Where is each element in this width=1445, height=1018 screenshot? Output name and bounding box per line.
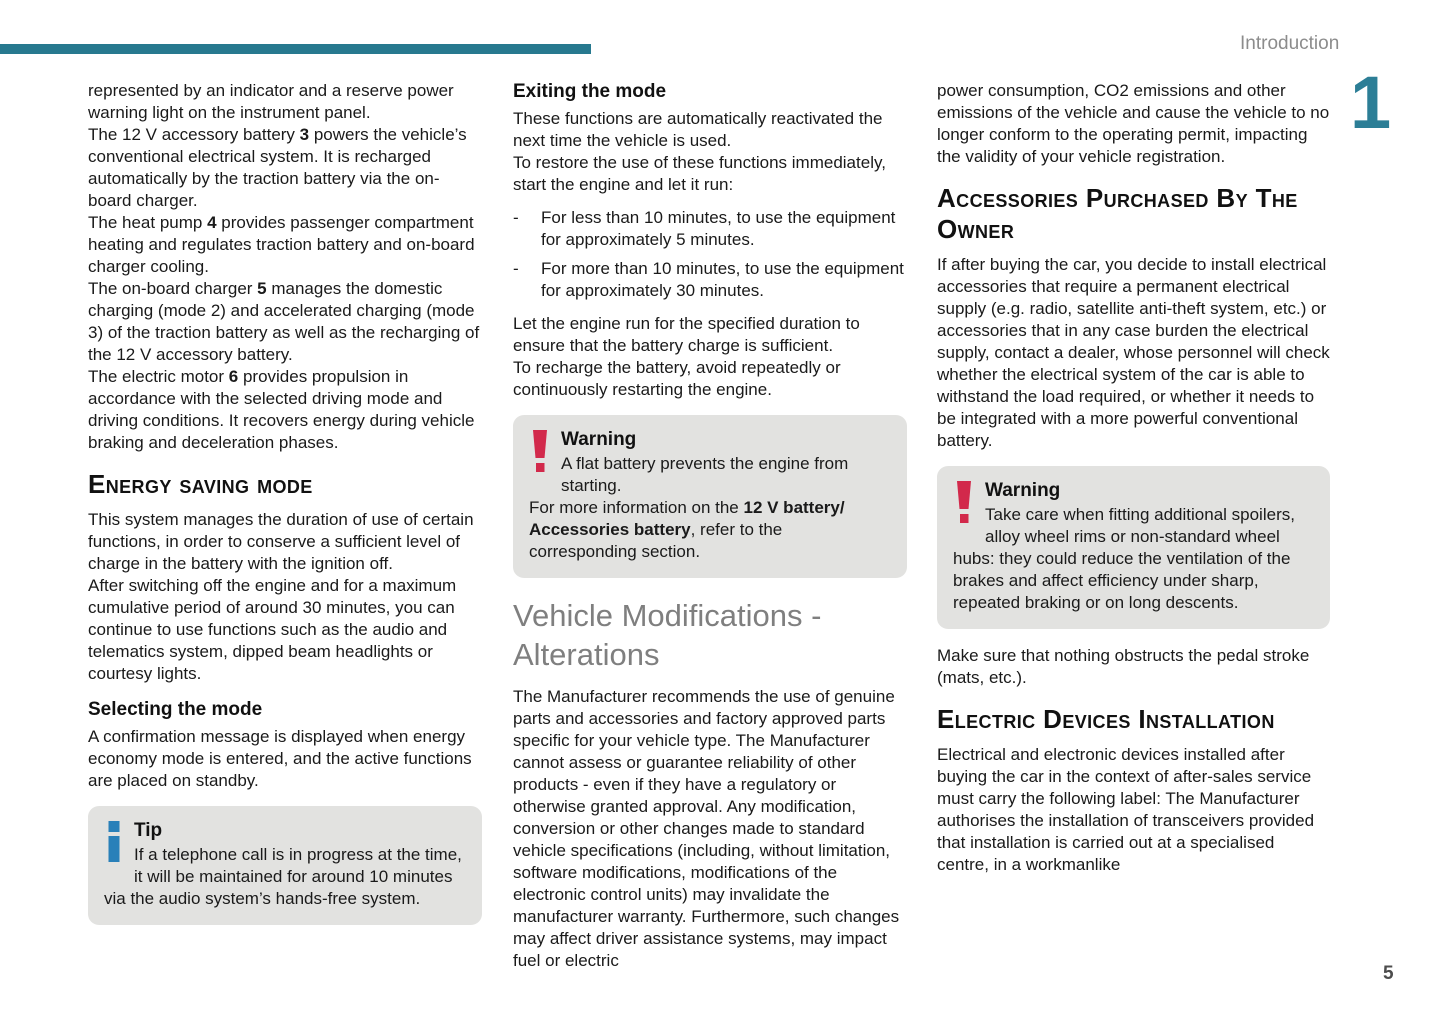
paragraph: These functions are automatically reactivated the next time the vehicle is used. xyxy=(513,109,883,150)
warning-body: Take care when fitting additional spoilers, alloy wheel rims or non-standard wheel hubs: they could reduce the ventilation of the brakes and affect efficiency under sharp, repeated braking or on long descents. xyxy=(953,505,1295,612)
warning-body xyxy=(529,497,891,563)
warning-box xyxy=(513,415,907,578)
heading-accessories-purchased: Accessories Purchased By The Owner xyxy=(937,183,1298,244)
warning-title: Warning xyxy=(985,480,1061,501)
paragraph: This system manages the duration of use of certain functions, in order to conserve a sufficient level of charge in the battery with the ignition off. xyxy=(88,510,474,573)
text-segment: , refer to the corresponding section. xyxy=(529,520,783,561)
paragraph xyxy=(88,278,482,366)
text-segment: 6 xyxy=(228,367,239,386)
warning-title: Warning xyxy=(561,429,637,450)
text-segment: powers the vehicle’s conventional electrical system. It is recharged automatically by the traction battery via the on-board charger. xyxy=(88,125,467,210)
column-3 xyxy=(937,80,1330,876)
paragraph: Electrical and electronic devices installed after buying the car in the context of after-sales service must carry the following label: The Manufacturer authorises the installation of transceivers provided that installation is carried out at a specialised centre, in a workmanlike xyxy=(937,745,1315,874)
paragraph: represented by an indicator and a reserve power warning light on the instrument panel. xyxy=(88,81,454,122)
heading-electric-devices: Electric Devices Installation xyxy=(937,704,1275,734)
heading-energy-saving-mode: Energy saving mode xyxy=(88,469,313,499)
info-icon xyxy=(107,821,121,868)
text-segment: provides propulsion in accordance with the selected driving mode and driving conditions. It recovers energy during vehicle braking and deceleration phases. xyxy=(88,367,475,452)
paragraph: If after buying the car, you decide to install electrical accessories that require a permanent electrical supply (e.g. radio, satellite anti-theft system, etc.) or accessories that in any case burden the electrical supply, contact a dealer, whose personnel will check whether the electrical system of the car is able to withstand the load required, or whether it needs to be integrated with a more powerful conventional battery. xyxy=(937,255,1330,450)
bullet-list xyxy=(513,207,907,302)
text-segment: 12 V battery/ Accessories battery xyxy=(529,498,845,539)
paragraph: Let the engine run for the specified duration to ensure that the battery charge is sufficient. xyxy=(513,314,860,355)
tip-box xyxy=(88,806,482,925)
text-segment: 5 xyxy=(257,279,267,298)
text-segment: The on-board charger xyxy=(88,279,258,298)
paragraph: power consumption, CO2 emissions and other emissions of the vehicle and cause the vehicle to no longer conform to the operating permit, impacting the validity of your vehicle registration. xyxy=(937,81,1330,166)
heading-vehicle-modifications: Vehicle Modifications - Alterations xyxy=(513,598,822,672)
paragraph xyxy=(88,212,482,278)
exclamation-icon xyxy=(532,430,548,478)
bullet-text: For more than 10 minutes, to use the equipment for approximately 30 minutes. xyxy=(541,259,904,300)
paragraph xyxy=(88,366,482,454)
list-item xyxy=(513,258,907,302)
text-segment: provides passenger compartment heating and regulates traction battery and on-board charger cooling. xyxy=(88,213,475,276)
paragraph: After switching off the engine and for a maximum cumulative period of around 30 minutes, you can continue to use functions such as the audio and telematics system, dipped beam headlights or courtesy lights. xyxy=(88,576,457,683)
text-segment: For more information on the xyxy=(529,498,744,517)
header-accent-bar xyxy=(0,44,591,54)
paragraph: To restore the use of these functions immediately, start the engine and let it run: xyxy=(513,153,886,194)
page-number: 5 xyxy=(1383,963,1394,984)
warning-body: A flat battery prevents the engine from starting. xyxy=(561,454,849,495)
column-1 xyxy=(88,80,482,941)
text-segment: The heat pump xyxy=(88,213,208,232)
paragraph xyxy=(88,124,482,212)
section-header-label: Introduction xyxy=(1240,33,1340,54)
text-segment: The 12 V accessory battery xyxy=(88,125,300,144)
subheading-exiting-the-mode: Exiting the mode xyxy=(513,81,667,102)
paragraph: The Manufacturer recommends the use of genuine parts and accessories and factory approved parts specific for your vehicle type. The Manufacturer cannot assess or guarantee reliability of other products - even if they have a regulatory or otherwise granted approval. Any modification, conversion or other changes made to standard vehicle specifications (including, without limitation, software modifications, modifications of the electronic control units) may invalidate the manufacturer warranty. Furthermore, such changes may affect driver assistance systems, may impact fuel or electric xyxy=(513,687,900,970)
list-item xyxy=(513,207,907,251)
tip-body: If a telephone call is in progress at the time, it will be maintained for around 10 minutes via the audio system’s hands-free system. xyxy=(104,845,462,908)
text-segment: manages the domestic charging (mode 2) and accelerated charging (mode 3) of the traction battery as well as the recharging of the 12 V accessory battery. xyxy=(88,279,480,364)
exclamation-icon xyxy=(956,481,972,529)
paragraph: To recharge the battery, avoid repeatedly or continuously restarting the engine. xyxy=(513,358,841,399)
bullet-dash: - xyxy=(513,208,519,227)
text-segment: 3 xyxy=(299,125,310,144)
bullet-text: For less than 10 minutes, to use the equipment for approximately 5 minutes. xyxy=(541,208,896,249)
tip-title: Tip xyxy=(134,820,163,841)
chapter-number: 1 xyxy=(1350,61,1392,144)
text-segment: The electric motor xyxy=(88,367,229,386)
column-2 xyxy=(513,80,907,972)
subheading-selecting-the-mode: Selecting the mode xyxy=(88,699,263,720)
warning-box xyxy=(937,466,1330,629)
paragraph: A confirmation message is displayed when energy economy mode is entered, and the active functions are placed on standby. xyxy=(88,727,472,790)
paragraph: Make sure that nothing obstructs the pedal stroke (mats, etc.). xyxy=(937,646,1310,687)
text-segment: 4 xyxy=(207,213,217,232)
bullet-dash: - xyxy=(513,259,519,278)
